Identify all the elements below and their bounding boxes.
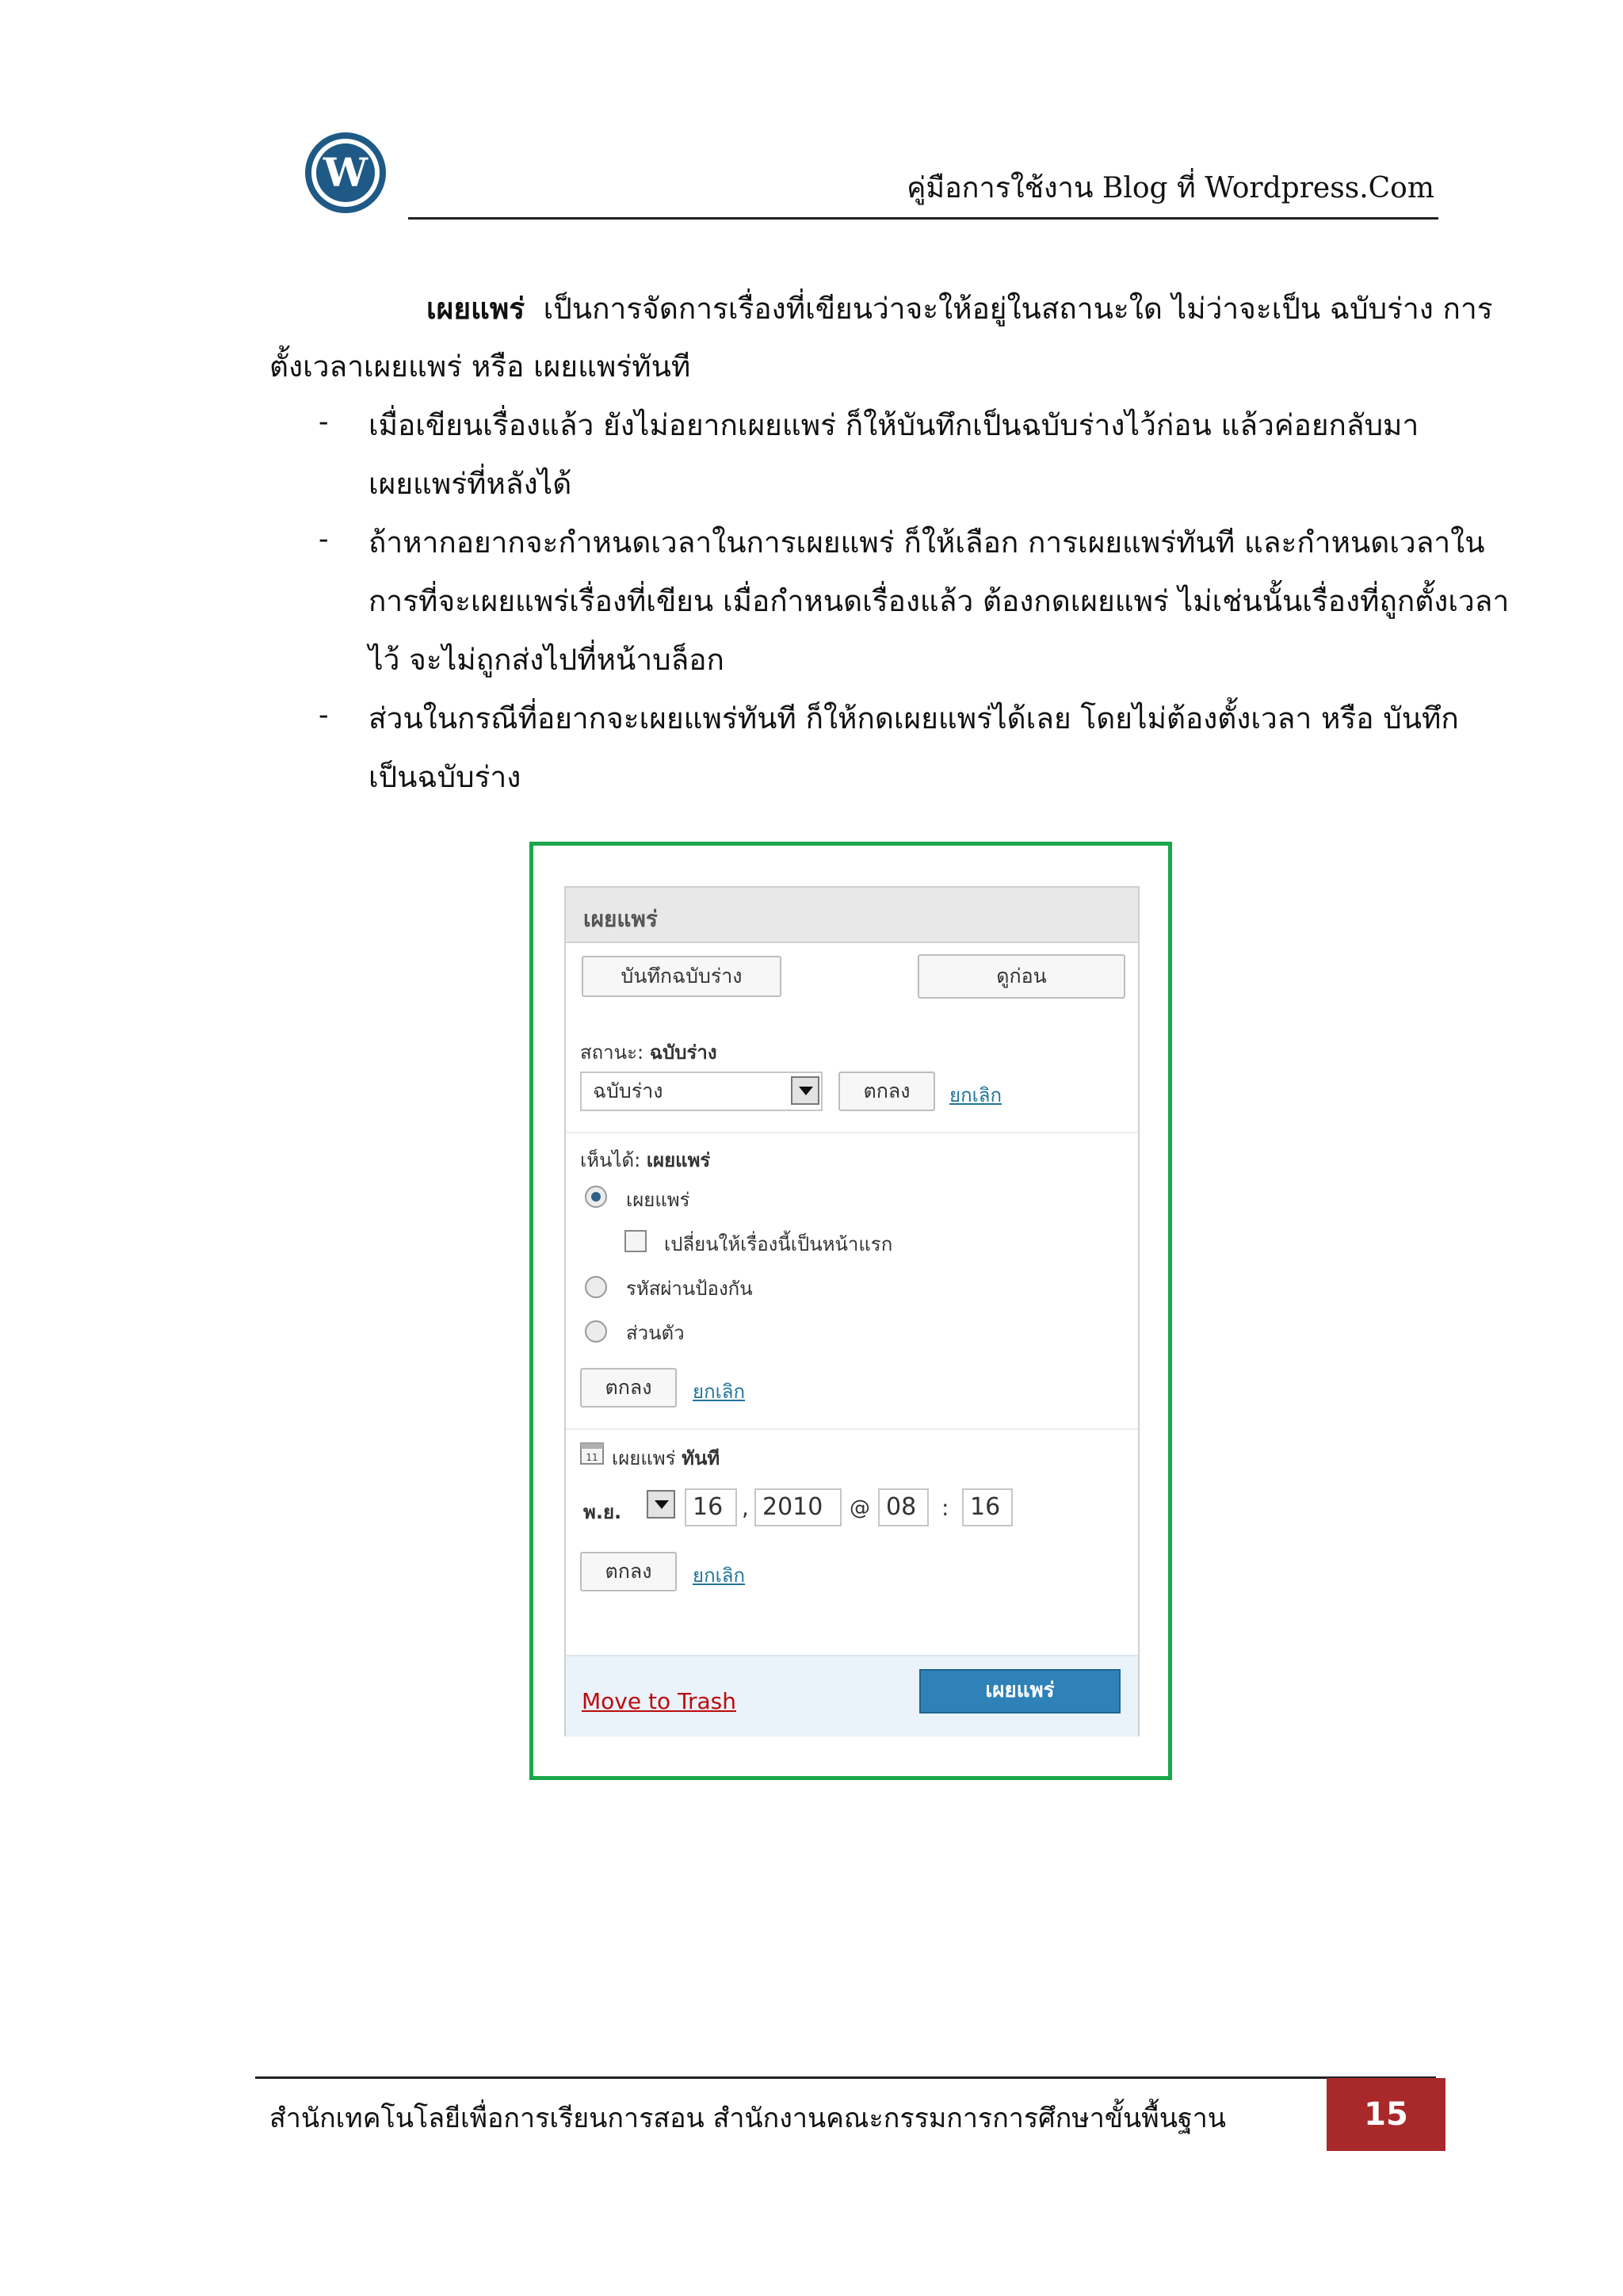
page-number: 15 [1327,2078,1445,2151]
intro-term: เผยแพร่ [426,291,525,326]
move-to-trash-link[interactable]: Move to Trash [582,1688,736,1714]
publish-panel [564,886,1140,1736]
radio-password-label: รหัสผ่านป้องกัน [626,1278,753,1300]
sticky-checkbox[interactable] [624,1230,647,1252]
radio-private[interactable] [585,1320,607,1343]
year-input[interactable]: 2010 [754,1488,842,1526]
bullet-3-line-1: ส่วนในกรณีที่อยากจะเผยแพร่ทันที ก็ให้กดเผยแพร่ได้เลย โดยไม่ต้องตั้งเวลา หรือ บันทึก [369,701,1459,735]
intro-text: เป็นการจัดการเรื่องที่เขียนว่าจะให้อยู่ในสถานะใด ไม่ว่าจะเป็น ฉบับร่าง การ [543,292,1493,326]
publish-button[interactable]: เผยแพร่ [919,1669,1121,1713]
calendar-number: 11 [586,1452,598,1463]
publish-time-label: เผยแพร่ [612,1447,676,1469]
date-comma: , [742,1495,749,1521]
bullet-2-line-2: การที่จะเผยแพร่เรื่องที่เขียน เมื่อกำหนดเรื่องแล้ว ต้องกดเผยแพร่ ไม่เช่นนั้นเรื่องที่ถูกตั้งเวลา [369,584,1510,618]
bullet-1-line-1: เมื่อเขียนเรื่องแล้ว ยังไม่อยากเผยแพร่ ก็ให้บันทึกเป็นฉบับร่างไว้ก่อน แล้วค่อยกลับมา [369,408,1419,442]
at-sign: @ [850,1496,870,1520]
header-divider [408,217,1438,220]
status-value: ฉบับร่าง [649,1041,717,1064]
visibility-value: เผยแพร่ [646,1149,711,1171]
status-cancel-link[interactable]: ยกเลิก [949,1084,1002,1106]
radio-private-label: ส่วนตัว [626,1322,685,1344]
bullet-dash: - [319,521,329,556]
month-select-value[interactable]: พ.ย. [583,1501,622,1523]
intro-paragraph-continued: ตั้งเวลาเผยแพร่ หรือ เผยแพร่ทันที [269,350,691,384]
visibility-ok-button[interactable]: ตกลง [580,1368,677,1408]
radio-public[interactable] [585,1186,607,1208]
section-divider [566,1428,1138,1430]
bullet-1-line-2: เผยแพร่ที่หลังได้ [369,467,572,501]
bullet-2-line-3: ไว้ จะไม่ถูกส่งไปที่หน้าบล็อก [369,643,724,677]
wordpress-logo-icon [303,130,388,216]
hour-input[interactable]: 08 [878,1488,929,1526]
publish-time-row [612,1442,720,1473]
minute-input[interactable]: 16 [962,1488,1013,1526]
save-draft-button[interactable]: บันทึกฉบับร่าง [582,956,781,997]
calendar-icon [580,1441,604,1465]
footer-text: สำนักเทคโนโลยีเพื่อการเรียนการสอน สำนักงานคณะกรรมการการศึกษาขั้นพื้นฐาน [269,2103,1227,2134]
logo-letter: W [323,149,369,196]
preview-button[interactable]: ดูก่อน [918,954,1125,999]
visibility-label: เห็นได้: [580,1149,641,1171]
status-select-value: ฉบับร่าง [593,1079,663,1102]
sticky-label: เปลี่ยนให้เรื่องนี้เป็นหน้าแรก [664,1233,893,1255]
intro-paragraph [426,279,1493,338]
publish-panel-title: เผยแพร่ [583,906,658,932]
chevron-down-icon[interactable] [647,1490,675,1519]
status-row [580,1037,717,1068]
schedule-cancel-link[interactable]: ยกเลิก [693,1564,746,1587]
schedule-ok-button[interactable]: ตกลง [580,1552,677,1591]
bullet-3-line-2: เป็นฉบับร่าง [369,760,521,794]
bullet-dash: - [319,697,329,732]
publish-panel-footer [566,1655,1138,1736]
radio-public-label: เผยแพร่ [626,1189,690,1211]
visibility-cancel-link[interactable]: ยกเลิก [693,1381,746,1403]
publish-time-value: ทันที [682,1447,720,1469]
footer-divider [255,2076,1436,2079]
status-select[interactable] [580,1072,823,1111]
time-colon: : [941,1495,949,1521]
chevron-down-icon[interactable] [791,1076,819,1105]
bullet-2-line-1: ถ้าหากอยากจะกำหนดเวลาในการเผยแพร่ ก็ให้เลือก การเผยแพร่ทันที และกำหนดเวลาใน [369,525,1485,560]
visibility-row [580,1144,710,1175]
day-input[interactable]: 16 [685,1488,737,1526]
publish-panel-header [566,888,1138,943]
status-label: สถานะ: [580,1041,644,1064]
bullet-dash: - [319,404,329,438]
radio-password[interactable] [585,1276,607,1298]
status-ok-button[interactable]: ตกลง [838,1072,935,1111]
section-divider [566,1132,1138,1133]
document-header-title: คู่มือการใช้งาน Blog ที่ Wordpress.Com [907,172,1434,204]
